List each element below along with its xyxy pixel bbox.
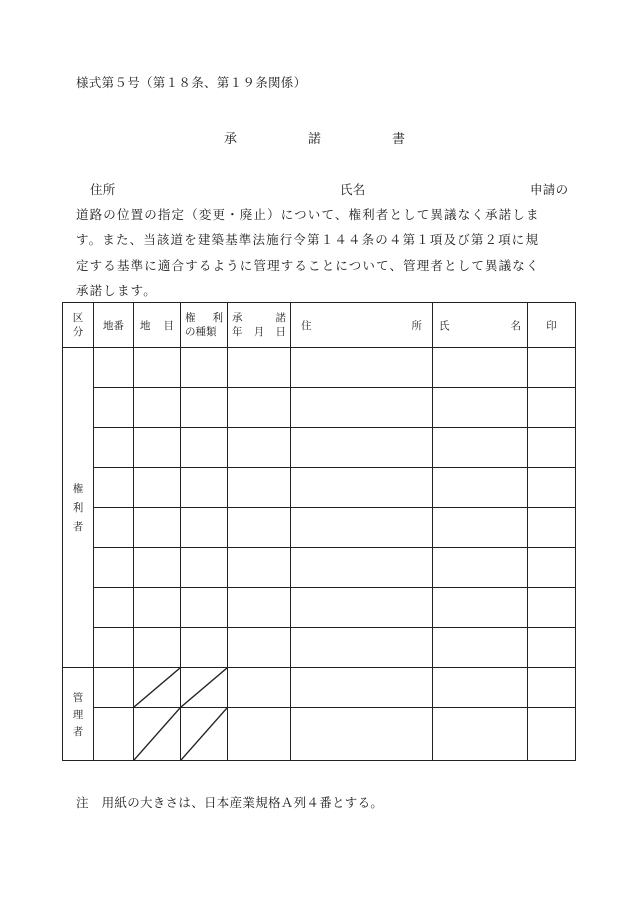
cell[interactable] [181, 388, 228, 428]
cell[interactable] [291, 588, 433, 628]
cell[interactable] [228, 668, 291, 708]
cell[interactable] [181, 508, 228, 548]
cell[interactable] [291, 428, 433, 468]
cell[interactable] [433, 428, 528, 468]
cell[interactable] [228, 468, 291, 508]
table-header-row [63, 303, 576, 348]
body-line-2: す。また、当該道を建築基準法施行令第１４４条の４第１項及び第２項に規 [76, 232, 540, 247]
header-category-bottom: 分 [72, 326, 84, 338]
name-label: 氏名 [340, 182, 366, 197]
header-consent-b: 諾 [275, 312, 286, 324]
cell[interactable] [433, 548, 528, 588]
diagonal-line [134, 668, 180, 707]
cell[interactable] [228, 348, 291, 388]
cell[interactable] [433, 508, 528, 548]
cell[interactable] [94, 468, 134, 508]
cell[interactable] [433, 588, 528, 628]
cell[interactable] [528, 428, 576, 468]
cell[interactable] [94, 708, 134, 761]
cell[interactable] [94, 668, 134, 708]
cell[interactable] [291, 508, 433, 548]
cell[interactable] [528, 508, 576, 548]
header-right-b: 利 [212, 312, 223, 324]
cell[interactable] [528, 548, 576, 588]
header-address [291, 303, 433, 348]
cell[interactable] [181, 428, 228, 468]
diagonal-cell [134, 708, 181, 761]
cell[interactable] [134, 508, 181, 548]
cell[interactable] [228, 708, 291, 761]
title-char-2: 諾 [308, 132, 322, 147]
table-row [63, 628, 576, 668]
table-row [63, 708, 576, 761]
header-name-a: 氏 [439, 319, 450, 332]
cell[interactable] [94, 508, 134, 548]
cell[interactable] [94, 428, 134, 468]
header-seal: 印 [528, 303, 576, 348]
cell[interactable] [291, 628, 433, 668]
diagonal-line [181, 708, 227, 760]
cell[interactable] [228, 628, 291, 668]
header-address-b: 所 [411, 319, 422, 332]
rights-holder-label-cell: 権 利 者 [63, 348, 94, 668]
cell[interactable] [181, 348, 228, 388]
title-char-3: 書 [392, 132, 406, 147]
cell[interactable] [433, 668, 528, 708]
cell[interactable] [134, 468, 181, 508]
diagonal-cell [181, 668, 228, 708]
cell[interactable] [291, 468, 433, 508]
table-row [63, 428, 576, 468]
cell[interactable] [528, 668, 576, 708]
cell[interactable] [528, 388, 576, 428]
cell[interactable] [528, 708, 576, 761]
cell[interactable] [228, 388, 291, 428]
cell[interactable] [228, 588, 291, 628]
table-row [63, 668, 576, 708]
cell[interactable] [181, 548, 228, 588]
cell[interactable] [94, 548, 134, 588]
address-label: 住所 [90, 182, 116, 197]
title-char-1: 承 [224, 132, 238, 147]
header-consent-a: 承 [232, 312, 243, 324]
cell[interactable] [433, 348, 528, 388]
cell[interactable] [134, 428, 181, 468]
cell[interactable] [291, 668, 433, 708]
cell[interactable] [181, 628, 228, 668]
header-consent-d: 日 [275, 326, 286, 338]
cell[interactable] [291, 708, 433, 761]
table-row [63, 588, 576, 628]
header-name [433, 303, 528, 348]
cell[interactable] [528, 588, 576, 628]
header-consent-y: 年 [232, 326, 243, 338]
cell[interactable] [528, 628, 576, 668]
header-category [63, 303, 94, 348]
table-row [63, 348, 576, 388]
diagonal-line [134, 708, 180, 760]
cell[interactable] [134, 588, 181, 628]
cell[interactable] [433, 708, 528, 761]
manager-label-cell: 管 理 者 [63, 668, 94, 761]
cell[interactable] [94, 588, 134, 628]
form-number: 様式第５号（第１８条、第１９条関係） [76, 75, 307, 90]
cell[interactable] [134, 548, 181, 588]
header-land-category [134, 303, 181, 348]
cell[interactable] [134, 628, 181, 668]
cell[interactable] [94, 628, 134, 668]
cell[interactable] [528, 468, 576, 508]
cell[interactable] [181, 588, 228, 628]
cell[interactable] [94, 348, 134, 388]
header-right-a: 権 [185, 312, 196, 324]
header-land-a: 地 [140, 319, 151, 332]
footnote: 注 用紙の大きさは、日本産業規格Ａ列４番とする。 [76, 795, 384, 810]
header-address-a: 住 [301, 319, 312, 332]
table-row [63, 468, 576, 508]
header-category-top: 区 [72, 312, 84, 324]
diagonal-cell [181, 708, 228, 761]
cell[interactable] [181, 468, 228, 508]
cell[interactable] [134, 348, 181, 388]
cell[interactable] [433, 628, 528, 668]
header-consent-m: 月 [253, 326, 265, 338]
cell[interactable] [433, 388, 528, 428]
header-name-b: 名 [510, 319, 521, 332]
consent-table [62, 302, 576, 761]
header-right-type [181, 303, 228, 348]
header-land-b: 目 [163, 319, 174, 332]
cell[interactable] [228, 548, 291, 588]
cell[interactable] [291, 548, 433, 588]
body-line-1: 道路の位置の指定（変更・廃止）について、権利者として異議なく承諾しま [76, 207, 540, 222]
diagonal-line [181, 668, 227, 707]
applicant-suffix: 申請の [530, 182, 569, 197]
header-right-c: の種類 [185, 326, 217, 338]
cell[interactable] [433, 468, 528, 508]
cell[interactable] [94, 388, 134, 428]
body-line-3: 定する基準に適合するように管理することについて、管理者として異議なく [76, 258, 540, 273]
cell[interactable] [134, 388, 181, 428]
header-lot-number: 地番 [94, 303, 134, 348]
cell[interactable] [291, 388, 433, 428]
cell[interactable] [228, 508, 291, 548]
table-row [63, 388, 576, 428]
cell[interactable] [228, 428, 291, 468]
table-row [63, 508, 576, 548]
header-consent-date [228, 303, 291, 348]
table-row [63, 548, 576, 588]
diagonal-cell [134, 668, 181, 708]
cell[interactable] [528, 348, 576, 388]
body-line-4: 承諾します。 [76, 283, 157, 298]
cell[interactable] [291, 348, 433, 388]
